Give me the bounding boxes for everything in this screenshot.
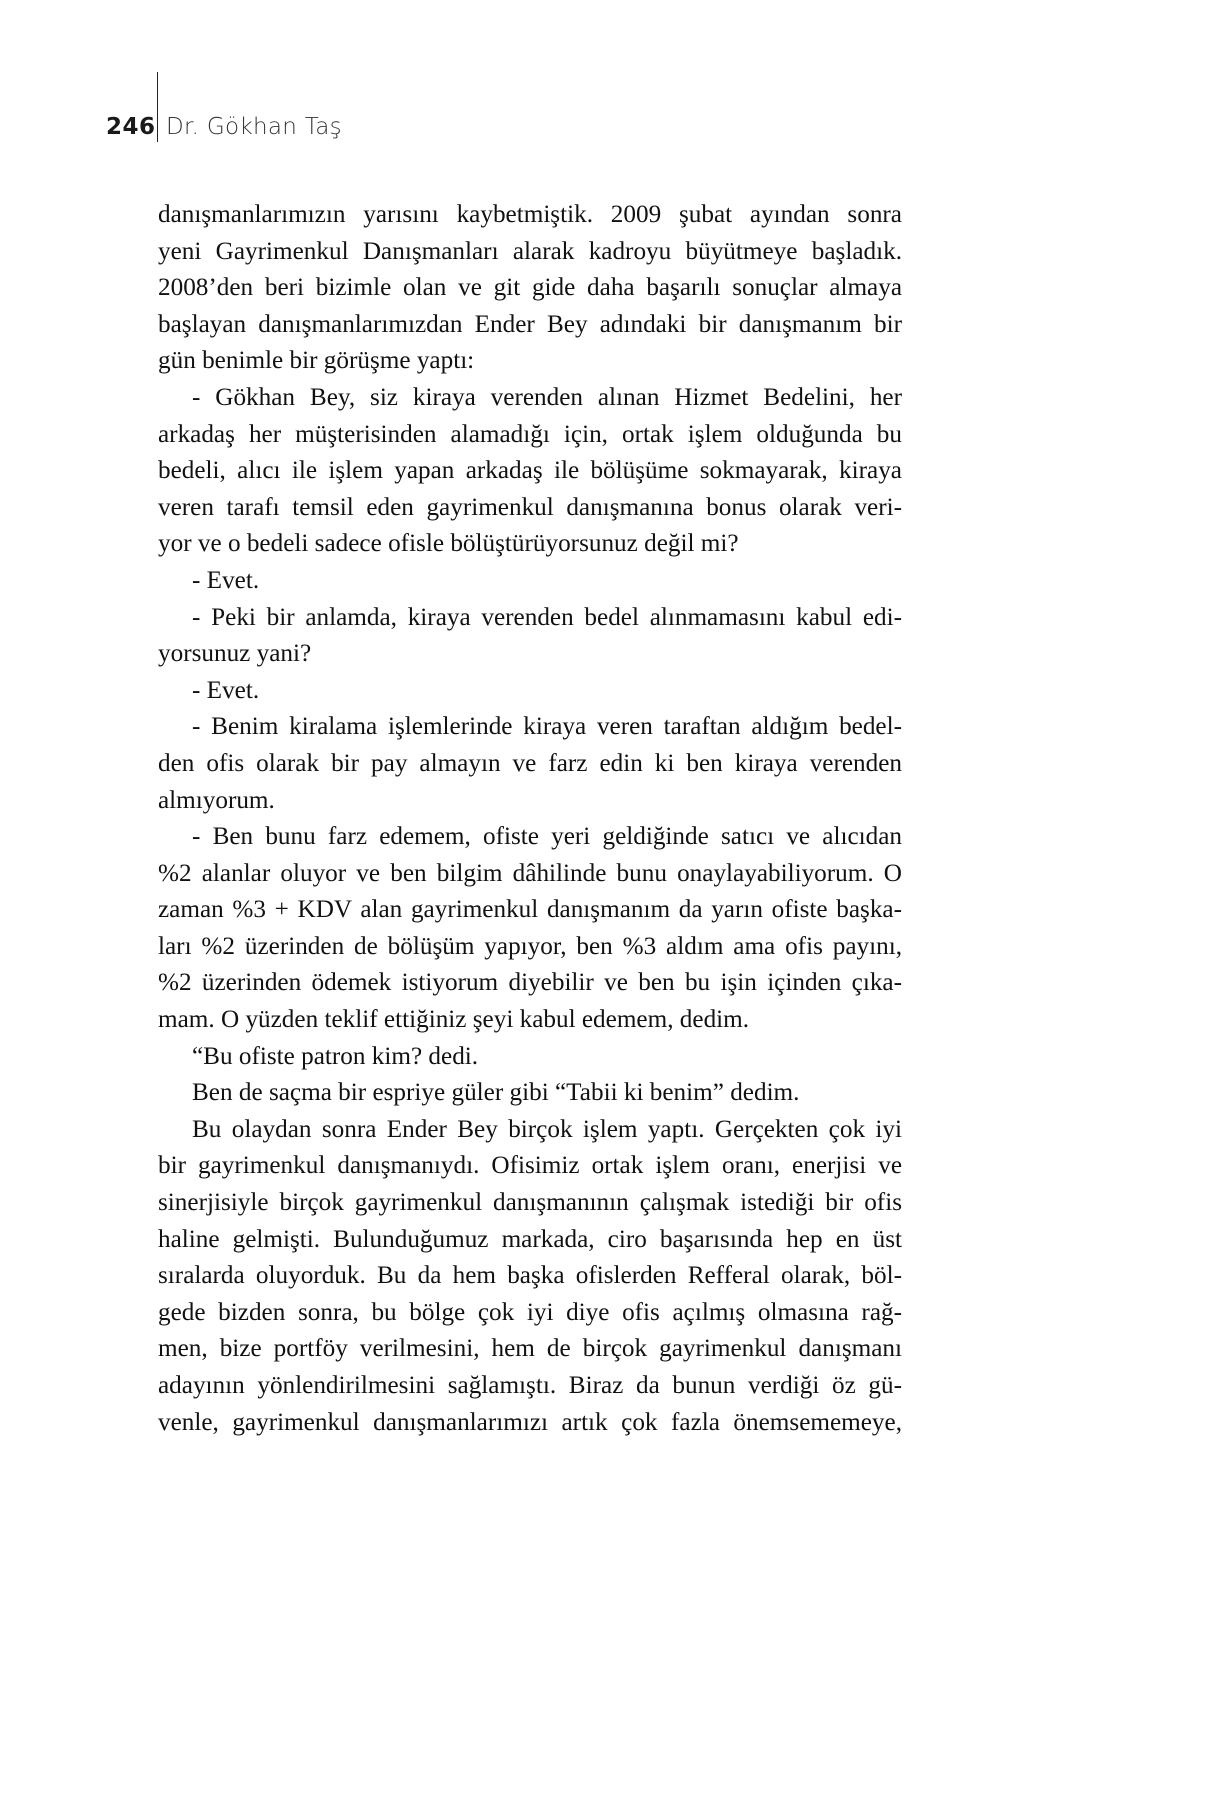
text-line: - Ben bunu farz edemem, ofiste yeri geldiğinde satıcı ve alıcıdan xyxy=(192,823,902,851)
text-line: Ben de saçma bir espriye güler gibi “Tabii ki benim” dedim. xyxy=(192,1079,800,1107)
text-line: den ofis olarak bir pay almayın ve farz edin ki ben kiraya verenden xyxy=(158,749,902,777)
running-head-author: Dr. Gökhan Taş xyxy=(166,114,342,140)
text-line: zaman %3 + KDV alan gayrimenkul danışmanım da yarın ofiste başka- xyxy=(158,896,902,924)
text-line: gün benimle bir görüşme yaptı: xyxy=(158,347,475,375)
page-number: 246 xyxy=(106,114,156,140)
text-line: arkadaş her müşterisinden alamadığı için, ortak işlem olduğunda bu xyxy=(158,420,902,448)
text-line: - Evet. xyxy=(192,676,260,704)
text-line: haline gelmişti. Bulunduğumuz markada, ciro başarısında hep en üst xyxy=(158,1225,902,1253)
text-line: sıralarda oluyorduk. Bu da hem başka ofislerden Refferal olarak, böl- xyxy=(158,1262,902,1290)
text-line: %2 alanlar oluyor ve ben bilgim dâhilinde bunu onaylayabiliyorum. O xyxy=(158,859,902,887)
text-line: - Benim kiralama işlemlerinde kiraya veren taraftan aldığım bedel- xyxy=(192,713,902,741)
text-line: %2 üzerinden ödemek istiyorum diyebilir ve ben bu işin içinden çıka- xyxy=(158,969,902,997)
text-line: veren tarafı temsil eden gayrimenkul danışmanına bonus olarak veri- xyxy=(158,493,902,521)
text-line: adayının yönlendirilmesini sağlamıştı. Biraz da bunun verdiği öz gü- xyxy=(158,1372,902,1399)
body-text xyxy=(158,197,902,1441)
text-line: gede bizden sonra, bu bölge çok iyi diye ofis açılmış olmasına rağ- xyxy=(158,1298,902,1326)
text-line: yeni Gayrimenkul Danışmanları alarak kadroyu büyütmeye başladık. xyxy=(158,237,902,265)
text-line: - Peki bir anlamda, kiraya verenden bedel alınmamasını kabul edi- xyxy=(192,603,902,631)
header-divider xyxy=(157,72,158,142)
text-line: sinerjisiyle birçok gayrimenkul danışmanının çalışmak istediği bir ofis xyxy=(158,1189,902,1217)
text-line: Bu olaydan sonra Ender Bey birçok işlem yaptı. Gerçekten çok iyi xyxy=(192,1115,902,1143)
text-line: yor ve o bedeli sadece ofisle bölüştürüyorsunuz değil mi? xyxy=(158,530,739,558)
text-line: - Gökhan Bey, siz kiraya verenden alınan Hizmet Bedelini, her xyxy=(192,383,902,411)
text-line: - Evet. xyxy=(192,566,260,594)
text-line: ları %2 üzerinden de bölüşüm yapıyor, ben %3 aldım ama ofis payını, xyxy=(158,932,902,960)
text-line: bedeli, alıcı ile işlem yapan arkadaş ile bölüşüme sokmayarak, kiraya xyxy=(158,457,902,485)
text-line: başlayan danışmanlarımızdan Ender Bey adındaki bir danışmanım bir xyxy=(158,310,902,338)
text-line: “Bu ofiste patron kim? dedi. xyxy=(192,1042,479,1070)
text-line: yorsunuz yani? xyxy=(158,640,312,668)
text-line: bir gayrimenkul danışmanıydı. Ofisimiz ortak işlem oranı, enerjisi ve xyxy=(158,1152,902,1180)
text-line: 2008’den beri bizimle olan ve git gide daha başarılı sonuçlar almaya xyxy=(158,274,902,302)
text-line: venle, gayrimenkul danışmanlarımızı artık çok fazla önemsememeye, xyxy=(158,1408,902,1436)
text-line: mam. O yüzden teklif ettiğiniz şeyi kabul edemem, dedim. xyxy=(158,1006,750,1034)
text-line: men, bize portföy verilmesini, hem de birçok gayrimenkul danışmanı xyxy=(158,1335,902,1363)
text-line: danışmanlarımızın yarısını kaybetmiştik. 2009 şubat ayından sonra xyxy=(158,201,902,228)
text-line: almıyorum. xyxy=(158,786,275,814)
